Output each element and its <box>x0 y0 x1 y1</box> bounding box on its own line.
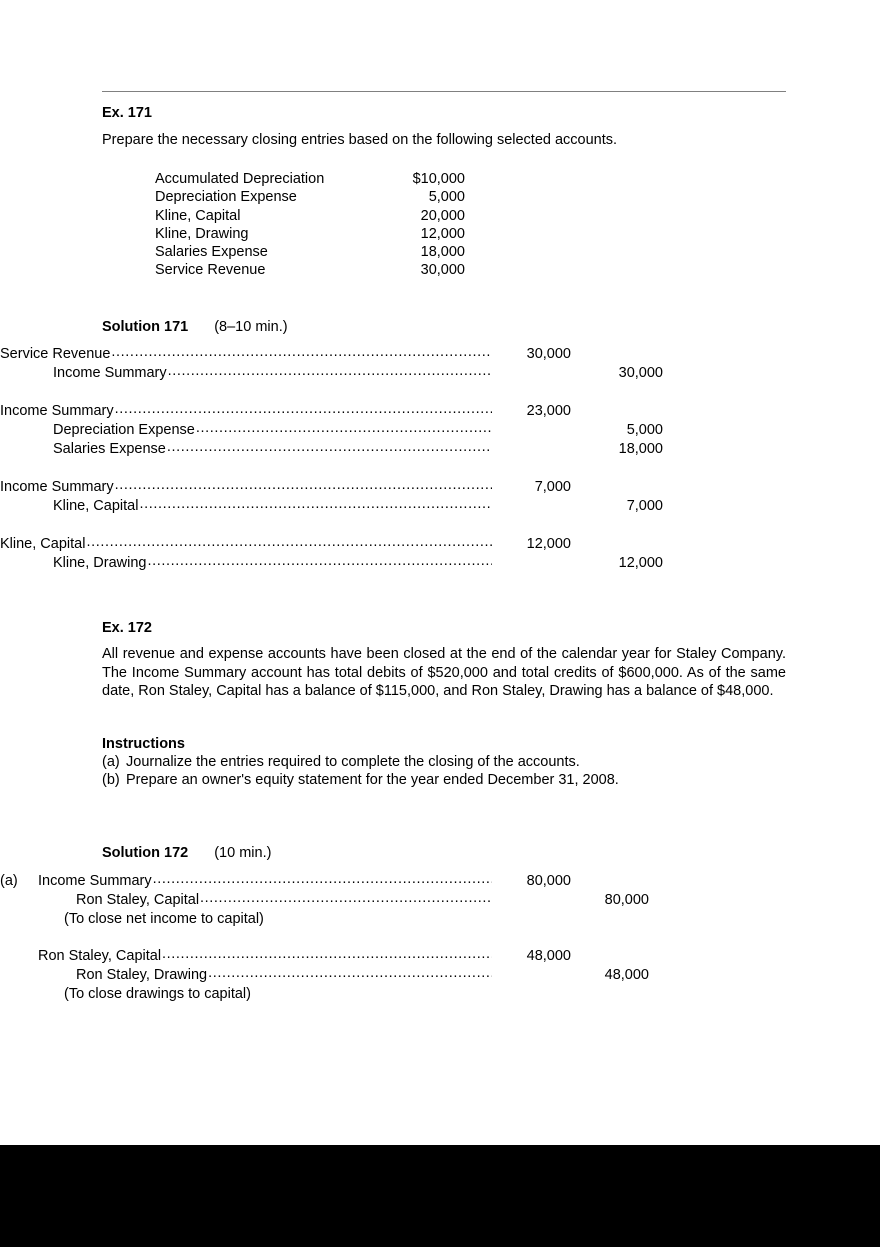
journal-account: Kline, Capital <box>53 498 139 515</box>
journal-debit: 23,000 <box>526 402 571 419</box>
journal-account: Income Summary <box>38 873 152 889</box>
journal-row <box>0 890 684 909</box>
journal-credit: 5,000 <box>626 422 663 439</box>
dot-leader <box>208 965 492 979</box>
journal-note: (To close drawings to capital) <box>64 985 251 1002</box>
ex172-heading: Ex. 172 <box>102 620 152 636</box>
instructions-list <box>102 753 786 790</box>
ex171-prompt: Prepare the necessary closing entries based on the following selected accounts. <box>102 132 618 148</box>
account-name: Accumulated Depreciation <box>155 171 325 187</box>
journal-account: Depreciation Expense <box>53 422 195 439</box>
journal-row <box>0 965 684 984</box>
solution171-heading <box>102 320 786 335</box>
dot-leader <box>153 871 492 885</box>
header-rule <box>102 91 786 92</box>
ex171-account-list <box>155 170 465 280</box>
journal-row <box>0 946 684 965</box>
dot-leader <box>111 344 492 358</box>
dot-leader <box>115 401 492 415</box>
account-name: Kline, Capital <box>155 207 241 224</box>
journal-spacer <box>0 383 684 401</box>
instructions-heading: Instructions <box>102 736 185 752</box>
account-amount: $10,000 <box>412 171 465 187</box>
journal-debit: 7,000 <box>534 479 571 496</box>
solution171-minutes: (8–10 min.) <box>214 319 288 335</box>
journal-account: Service Revenue <box>0 346 111 362</box>
journal-row <box>0 439 684 458</box>
journal-account: Ron Staley, Drawing <box>76 967 208 984</box>
instruction-label: (b) <box>102 771 120 788</box>
solution172-journal <box>0 871 684 1003</box>
journal-credit: 80,000 <box>604 892 649 909</box>
journal-row <box>0 553 684 572</box>
account-amount: 12,000 <box>420 225 465 242</box>
journal-note-row <box>0 985 684 1003</box>
account-amount: 5,000 <box>428 189 465 206</box>
journal-debit: 30,000 <box>526 346 571 362</box>
page-footer-bar <box>0 1145 880 1247</box>
journal-note: (To close net income to capital) <box>64 910 264 927</box>
list-item <box>155 170 465 188</box>
list-item <box>155 261 465 279</box>
list-item <box>102 771 786 789</box>
journal-account: Income Summary <box>0 479 114 496</box>
ex171-heading-block <box>102 106 786 121</box>
journal-account: Kline, Drawing <box>53 555 147 572</box>
journal-credit: 30,000 <box>618 365 663 382</box>
account-amount: 30,000 <box>420 262 465 279</box>
dot-leader <box>168 363 492 377</box>
journal-row <box>0 534 684 553</box>
list-item <box>155 207 465 225</box>
solution171-heading-block <box>102 320 786 335</box>
dot-leader <box>139 496 492 510</box>
journal-row <box>0 496 684 515</box>
dot-leader <box>148 553 493 567</box>
solution171-journal <box>0 344 684 573</box>
solution172-heading <box>102 846 786 861</box>
solution172-minutes: (10 min.) <box>214 845 272 861</box>
instruction-text: Prepare an owner's equity statement for the year ended December 31, 2008. <box>126 771 619 788</box>
journal-credit: 12,000 <box>618 555 663 572</box>
ex172-body: All revenue and expense accounts have been closed at the end of the calendar year for Staley Company. The Income Summary account has total debits of $520,000 and total credits of $600,000. As of the same date, Ron Staley, Capital has a balance of $115,000, and Ron Staley, Drawing has a balance of $48,000. <box>102 646 786 699</box>
journal-row <box>0 420 684 439</box>
journal-row <box>0 477 684 496</box>
solution172-heading-block <box>102 846 786 861</box>
dot-leader <box>200 890 492 904</box>
journal-credit: 7,000 <box>626 498 663 515</box>
solution172-title: Solution 172 <box>102 845 189 861</box>
list-item <box>155 188 465 206</box>
journal-debit: 80,000 <box>526 873 571 889</box>
account-amount: 20,000 <box>420 207 465 224</box>
account-amount: 18,000 <box>420 244 465 261</box>
journal-account: Salaries Expense <box>53 441 166 458</box>
instruction-text: Journalize the entries required to complete the closing of the accounts. <box>126 753 580 770</box>
account-name: Service Revenue <box>155 262 266 279</box>
dot-leader <box>167 439 492 453</box>
account-name: Salaries Expense <box>155 244 268 261</box>
ex172-instructions-block <box>102 737 786 789</box>
list-item <box>155 225 465 243</box>
dot-leader <box>162 946 492 960</box>
journal-spacer <box>0 928 684 946</box>
ex172-heading-block <box>102 621 786 636</box>
account-name: Depreciation Expense <box>155 189 297 206</box>
journal-row <box>0 401 684 420</box>
ex172-body-block <box>102 645 786 701</box>
journal-spacer <box>0 459 684 477</box>
dot-leader <box>115 477 492 491</box>
journal-account: Ron Staley, Capital <box>76 892 200 909</box>
journal-row <box>0 871 684 890</box>
dot-leader <box>196 420 492 434</box>
journal-credit: 18,000 <box>618 441 663 458</box>
solution171-title: Solution 171 <box>102 319 189 335</box>
journal-spacer <box>0 516 684 534</box>
journal-credit: 48,000 <box>604 967 649 984</box>
journal-account: Income Summary <box>53 365 167 382</box>
list-item <box>102 753 786 771</box>
journal-account: Income Summary <box>0 402 114 419</box>
part-label: (a) <box>0 873 18 889</box>
journal-account: Ron Staley, Capital <box>38 948 162 965</box>
list-item <box>155 243 465 261</box>
journal-account: Kline, Capital <box>0 535 86 552</box>
journal-debit: 12,000 <box>526 535 571 552</box>
ex171-heading: Ex. 171 <box>102 105 152 121</box>
journal-note-row <box>0 910 684 928</box>
journal-debit: 48,000 <box>526 948 571 965</box>
instruction-label: (a) <box>102 753 120 770</box>
journal-row <box>0 344 684 363</box>
journal-row <box>0 363 684 382</box>
account-name: Kline, Drawing <box>155 225 249 242</box>
ex171-prompt-block <box>102 131 786 150</box>
dot-leader <box>86 534 492 548</box>
